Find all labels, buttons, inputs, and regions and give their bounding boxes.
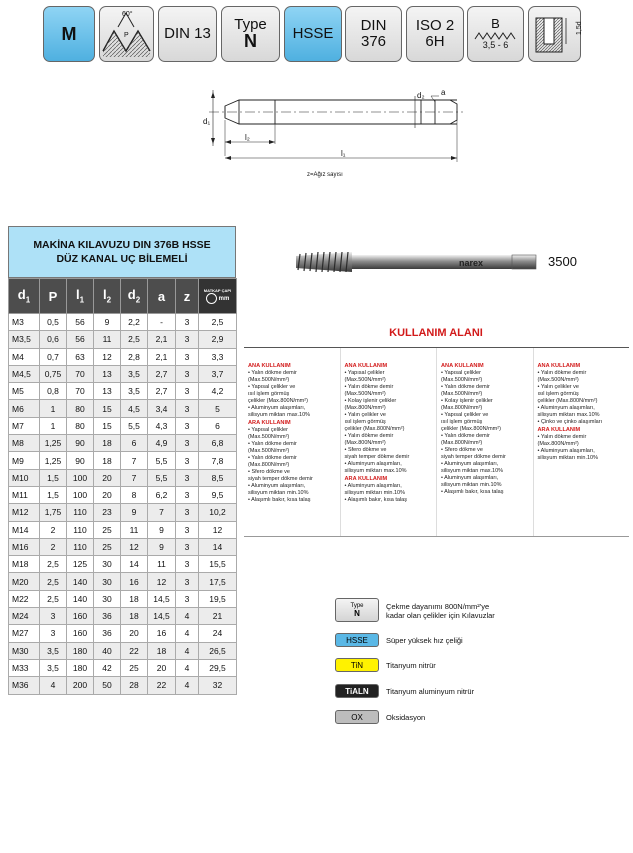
legend-tialn: TiALN	[335, 684, 379, 698]
usage-item: • Yalın dökme demir (Max.800N/mm²)	[344, 433, 394, 446]
table-cell: 6,8	[199, 435, 237, 452]
usage-heading: ARA KULLANIM	[537, 427, 581, 433]
table-cell: 50	[94, 677, 121, 694]
table-cell: 3,3	[199, 348, 237, 365]
table-cell: 3	[176, 435, 199, 452]
usage-item: • Aluminyum alaşımları, silisyum miktarı min.10%	[344, 483, 406, 496]
usage-item: • Yalın dökme demir (Max.800N/mm²)	[248, 455, 297, 468]
table-cell: 3	[176, 573, 199, 590]
table-cell: 20	[94, 486, 121, 503]
table-cell: 17,5	[199, 573, 237, 590]
table-cell: 15	[94, 417, 121, 434]
table-cell: 18	[94, 452, 121, 469]
table-cell: 2,7	[148, 383, 176, 400]
table-cell: M10	[9, 469, 40, 486]
table-cell: 8,5	[199, 469, 237, 486]
svg-text:1,5d: 1,5d	[575, 21, 583, 35]
usage-column	[534, 348, 630, 536]
table-cell: 18	[121, 590, 148, 607]
table-row	[9, 400, 237, 417]
table-cell: 0,5	[40, 314, 67, 331]
table-cell: 140	[67, 573, 94, 590]
table-cell: 70	[67, 383, 94, 400]
table-cell: 2,5	[40, 590, 67, 607]
table-title: MAKİNA KILAVUZU DIN 376B HSSE DÜZ KANAL UÇ BİLEMELİ	[8, 226, 236, 278]
table-cell: 26,5	[199, 642, 237, 659]
table-cell: 4,2	[199, 383, 237, 400]
table-cell: 30	[94, 590, 121, 607]
table-cell: 21	[199, 608, 237, 625]
table-cell: 3	[176, 504, 199, 521]
metric-thread-badge: M	[43, 6, 95, 62]
legend-ox: OX	[335, 710, 379, 724]
table-cell: 30	[94, 556, 121, 573]
table-cell: 3	[176, 383, 199, 400]
table-cell: 56	[67, 314, 94, 331]
table-cell: 25	[94, 538, 121, 555]
table-cell: 3	[40, 608, 67, 625]
usage-item: • Aluminyum alaşımları, silisyum miktarı min.10%	[248, 483, 309, 496]
table-cell: 1,5	[40, 486, 67, 503]
table-cell: 200	[67, 677, 94, 694]
product-code: 3500	[548, 254, 577, 269]
table-cell: 180	[67, 642, 94, 659]
table-cell: 160	[67, 625, 94, 642]
table-cell: 42	[94, 659, 121, 676]
usage-item: • Kolay işlenir çelikler (Max.800N/mm²)	[344, 398, 397, 411]
table-cell: 14,5	[148, 608, 176, 625]
legend-tin-desc: Titanyum nitrür	[386, 661, 436, 670]
spec-table	[8, 278, 237, 695]
table-cell: 36	[94, 608, 121, 625]
table-cell: M22	[9, 590, 40, 607]
table-cell: M9	[9, 452, 40, 469]
table-cell: 14	[121, 556, 148, 573]
table-cell: 25	[94, 521, 121, 538]
chamfer-badge: B 3,5 - 6	[467, 6, 524, 62]
usage-column	[244, 348, 341, 536]
table-cell: 0,8	[40, 383, 67, 400]
usage-heading: ANA KULLANIM	[344, 363, 388, 369]
table-cell: M24	[9, 608, 40, 625]
thread-depth-badge	[528, 6, 581, 62]
table-cell: 70	[67, 365, 94, 382]
thread-profile-icon	[100, 7, 153, 61]
usage-item: • Yalın dökme demir (Max.500N/mm²)	[344, 384, 394, 397]
table-cell: M8	[9, 435, 40, 452]
table-row	[9, 590, 237, 607]
table-cell: 12	[199, 521, 237, 538]
usage-item: • Aluminyum alaşımları, silisyum miktarı min.10%	[537, 448, 599, 461]
table-cell: M4,5	[9, 365, 40, 382]
table-cell: 28	[121, 677, 148, 694]
table-cell: 110	[67, 504, 94, 521]
table-cell: -	[148, 314, 176, 331]
usage-item: • Kolay işlenir çelikler (Max.800N/mm²)	[441, 398, 493, 411]
usage-item: • Yapısal çelikler (Max.500N/mm²)	[344, 370, 386, 383]
table-cell: 3	[176, 486, 199, 503]
table-header-cell: P	[40, 279, 67, 314]
table-row	[9, 452, 237, 469]
table-cell: 20	[148, 659, 176, 676]
table-cell: 18	[121, 608, 148, 625]
table-cell: 23	[94, 504, 121, 521]
table-cell: 2	[40, 521, 67, 538]
table-cell: M33	[9, 659, 40, 676]
thread-profile-badge	[99, 6, 154, 62]
table-cell: 29,5	[199, 659, 237, 676]
table-cell: 6,2	[148, 486, 176, 503]
table-cell: 40	[94, 642, 121, 659]
blind-hole-icon	[530, 8, 583, 60]
table-cell: 100	[67, 486, 94, 503]
usage-item: • Yalın dökme demir (Max.800N/mm²)	[441, 433, 490, 446]
table-cell: 15,5	[199, 556, 237, 573]
table-cell: 80	[67, 400, 94, 417]
table-cell: 4,5	[121, 400, 148, 417]
table-cell: M7	[9, 417, 40, 434]
table-cell: 6	[121, 435, 148, 452]
usage-area	[244, 347, 629, 537]
legend-ox-desc: Oksidasyon	[386, 713, 426, 722]
table-cell: M20	[9, 573, 40, 590]
table-cell: 2,5	[40, 573, 67, 590]
table-cell: 3,5	[40, 659, 67, 676]
table-cell: 63	[67, 348, 94, 365]
table-cell: 7,8	[199, 452, 237, 469]
table-cell: 8	[121, 486, 148, 503]
usage-item: • Yalın dökme demir (Max.500N/mm²)	[441, 384, 490, 397]
table-cell: 18	[148, 642, 176, 659]
table-cell: 5,5	[148, 469, 176, 486]
table-cell: 2	[40, 538, 67, 555]
usage-item: • Yalın dökme demir (Max.800N/mm²)	[537, 434, 587, 447]
table-header-cell: a	[148, 279, 176, 314]
drill-diameter-icon	[206, 293, 217, 304]
usage-item: • Sfero dökme ve siyah temper dökme demir	[344, 447, 410, 460]
table-header-cell: $d_1$	[9, 279, 40, 314]
table-cell: 24	[199, 625, 237, 642]
usage-item: • Aluminyum alaşımları, silisyum miktarı max.10%	[537, 405, 600, 418]
usage-item: • Aluminyum alaşımları, silisyum miktarı max.10%	[344, 461, 407, 474]
table-cell: 5,5	[121, 417, 148, 434]
usage-title: KULLANIM ALANI	[389, 327, 483, 339]
table-row	[9, 314, 237, 331]
usage-item: • Yalın dökme demir (Max.500N/mm²)	[248, 441, 297, 454]
table-cell: 14,5	[148, 590, 176, 607]
table-cell: 0,6	[40, 331, 67, 348]
table-cell: 4	[176, 642, 199, 659]
table-cell: 16	[121, 573, 148, 590]
table-cell: 22	[121, 642, 148, 659]
table-header-row	[9, 279, 237, 314]
table-cell: 2,1	[148, 348, 176, 365]
din13-badge: DIN 13	[158, 6, 217, 62]
table-row	[9, 677, 237, 694]
table-cell: 110	[67, 521, 94, 538]
table-cell: 1,75	[40, 504, 67, 521]
table-cell: 3	[176, 365, 199, 382]
table-cell: 2,5	[40, 556, 67, 573]
usage-item: • Yapısal çelikler ve ısıl işlem görmüş çelikler (Max.800N/mm²)	[441, 412, 501, 432]
table-cell: 20	[121, 625, 148, 642]
table-cell: 1	[40, 400, 67, 417]
legend-type-n: Type N	[335, 598, 379, 622]
table-cell: 3	[176, 452, 199, 469]
table-cell: M30	[9, 642, 40, 659]
table-cell: 4	[176, 625, 199, 642]
table-cell: 140	[67, 590, 94, 607]
table-row	[9, 383, 237, 400]
table-cell: 3	[176, 469, 199, 486]
table-cell: 110	[67, 538, 94, 555]
table-cell: 9	[121, 504, 148, 521]
table-cell: 1,25	[40, 452, 67, 469]
table-cell: 9	[148, 521, 176, 538]
table-cell: 3	[176, 331, 199, 348]
table-row	[9, 486, 237, 503]
brand-label: narex	[459, 258, 484, 268]
usage-item: • Aluminyum alaşımları, silisyum miktarı max.10%	[248, 405, 311, 418]
table-header-cell: $l_1$	[67, 279, 94, 314]
table-cell: 4	[176, 659, 199, 676]
table-cell: 12	[94, 348, 121, 365]
table-cell: 15	[94, 400, 121, 417]
table-cell: M3	[9, 314, 40, 331]
table-cell: 1,25	[40, 435, 67, 452]
table-cell: 4,3	[148, 417, 176, 434]
table-row	[9, 331, 237, 348]
type-n-badge: Type N	[221, 6, 280, 62]
tap-product-image	[294, 242, 539, 282]
table-cell: M4	[9, 348, 40, 365]
usage-heading: ARA KULLANIM	[248, 420, 291, 426]
table-cell: 12	[148, 573, 176, 590]
table-cell: M11	[9, 486, 40, 503]
table-cell: 90	[67, 452, 94, 469]
table-cell: 4	[176, 608, 199, 625]
table-cell: 9,5	[199, 486, 237, 503]
table-cell: 100	[67, 469, 94, 486]
usage-heading: ANA KULLANIM	[441, 363, 484, 369]
usage-heading: ARA KULLANIM	[344, 476, 388, 482]
table-row	[9, 435, 237, 452]
tap-technical-drawing	[195, 84, 465, 184]
table-cell: M6	[9, 400, 40, 417]
usage-item: • Sfero dökme ve siyah temper dökme demir	[441, 447, 506, 460]
table-cell: 3,7	[199, 365, 237, 382]
table-cell: 9	[94, 314, 121, 331]
table-cell: 5,5	[148, 452, 176, 469]
table-header-cell: $l_2$	[94, 279, 121, 314]
table-cell: 3,5	[40, 642, 67, 659]
drill-diameter-header: MATKAP ÇAPI mm	[199, 279, 237, 314]
usage-item: • Aluminyum alaşımları, silisyum miktarı min.10%	[441, 475, 502, 488]
table-row	[9, 469, 237, 486]
table-cell: 25	[121, 659, 148, 676]
table-cell: 125	[67, 556, 94, 573]
table-row	[9, 365, 237, 382]
svg-text:l₁: l₁	[341, 149, 346, 158]
table-cell: 80	[67, 417, 94, 434]
table-row	[9, 417, 237, 434]
table-cell: 14	[199, 538, 237, 555]
table-cell: 3	[40, 625, 67, 642]
table-header-cell: z	[176, 279, 199, 314]
table-cell: 36	[94, 625, 121, 642]
svg-text:P: P	[124, 32, 129, 39]
table-cell: 5	[199, 400, 237, 417]
usage-item: • Yapısal çelikler ve ısıl işlem görmüş çelikler (Max.800N/mm²)	[248, 384, 308, 404]
table-cell: 3	[176, 521, 199, 538]
table-cell: 32	[199, 677, 237, 694]
table-cell: 2,2	[121, 314, 148, 331]
table-cell: 1,5	[40, 469, 67, 486]
table-cell: M36	[9, 677, 40, 694]
table-cell: M18	[9, 556, 40, 573]
table-cell: 22	[148, 677, 176, 694]
usage-column	[341, 348, 438, 536]
legend-tialn-desc: Titanyum aluminyum nitrür	[386, 687, 475, 696]
table-cell: 7	[148, 504, 176, 521]
svg-text:l₂: l₂	[245, 133, 250, 142]
table-cell: 13	[94, 365, 121, 382]
legend-hsse-desc: Süper yüksek hız çeliği	[386, 636, 463, 645]
table-cell: 11	[121, 521, 148, 538]
usage-item: • Yalın çelikler ve ısıl işlem görmüş çelikler (Max.800N/mm²)	[537, 384, 598, 404]
table-cell: M16	[9, 538, 40, 555]
hsse-badge: HSSE	[284, 6, 342, 62]
table-cell: 9	[148, 538, 176, 555]
usage-item: • Yalın dökme demir (Max.500N/mm²)	[248, 370, 297, 383]
table-cell: 16	[148, 625, 176, 642]
table-cell: 6	[199, 417, 237, 434]
svg-text:a: a	[441, 88, 446, 97]
table-row	[9, 538, 237, 555]
usage-heading: ANA KULLANIM	[248, 363, 291, 369]
table-row	[9, 659, 237, 676]
usage-item: • Alaşımlı bakır, kısa talaş	[344, 497, 407, 503]
table-cell: 11	[148, 556, 176, 573]
table-cell: 180	[67, 659, 94, 676]
table-row	[9, 642, 237, 659]
table-cell: 7	[121, 452, 148, 469]
table-cell: 4,9	[148, 435, 176, 452]
table-cell: 11	[94, 331, 121, 348]
table-cell: 19,5	[199, 590, 237, 607]
table-cell: M5	[9, 383, 40, 400]
legend-tin: TiN	[335, 658, 379, 672]
table-cell: 2,5	[121, 331, 148, 348]
table-cell: 2,8	[121, 348, 148, 365]
table-cell: 18	[94, 435, 121, 452]
table-cell: 3,5	[121, 365, 148, 382]
table-cell: 3	[176, 556, 199, 573]
table-cell: 56	[67, 331, 94, 348]
table-row	[9, 521, 237, 538]
table-row	[9, 625, 237, 642]
table-cell: M3,5	[9, 331, 40, 348]
table-cell: 30	[94, 573, 121, 590]
svg-text:60°: 60°	[122, 11, 133, 18]
table-cell: 2,9	[199, 331, 237, 348]
usage-item: • Çinko ve çinko alaşımları	[537, 419, 603, 425]
usage-item: • Alaşımlı bakır, kısa talaş	[441, 489, 504, 495]
legend-hsse: HSSE	[335, 633, 379, 647]
svg-text:d₂: d₂	[417, 91, 425, 100]
table-row	[9, 348, 237, 365]
svg-text:z=Ağız sayısı: z=Ağız sayısı	[307, 172, 343, 178]
table-cell: 1	[40, 417, 67, 434]
tap-spec-table	[8, 226, 236, 695]
table-cell: 3,5	[121, 383, 148, 400]
svg-text:d₁: d₁	[203, 117, 211, 126]
usage-item: • Yalın çelikler ve ısıl işlem görmüş çelikler (Max.800N/mm²)	[344, 412, 405, 432]
table-cell: M14	[9, 521, 40, 538]
din376-badge: DIN 376	[345, 6, 402, 62]
table-cell: 3	[176, 417, 199, 434]
table-cell: 160	[67, 608, 94, 625]
usage-item: • Aluminyum alaşımları, silisyum miktarı max.10%	[441, 461, 504, 474]
usage-item: • Yapısal çelikler (Max.500N/mm²)	[441, 370, 483, 383]
usage-item: • Sfero dökme ve siyah temper dökme demir	[248, 469, 313, 482]
table-header-cell: $d_2$	[121, 279, 148, 314]
iso-tolerance-badge: ISO 2 6H	[406, 6, 464, 62]
usage-item: • Yapısal çelikler (Max.500N/mm²)	[248, 427, 290, 440]
table-cell: 4	[176, 677, 199, 694]
table-cell: M12	[9, 504, 40, 521]
table-cell: 2,1	[148, 331, 176, 348]
table-cell: 3	[176, 348, 199, 365]
table-row	[9, 573, 237, 590]
legend-type-desc: Çekme dayanımı 800N/mm²'ye kadar olan çelikler için Kılavuzlar	[386, 602, 495, 620]
table-cell: 0,7	[40, 348, 67, 365]
table-cell: 3,4	[148, 400, 176, 417]
table-cell: 3	[176, 590, 199, 607]
table-cell: 3	[176, 538, 199, 555]
table-cell: 13	[94, 383, 121, 400]
table-cell: 4	[40, 677, 67, 694]
table-cell: 0,75	[40, 365, 67, 382]
table-row	[9, 504, 237, 521]
usage-item: • Yalın dökme demir (Max.500N/mm²)	[537, 370, 587, 383]
usage-column	[437, 348, 534, 536]
table-cell: M27	[9, 625, 40, 642]
table-row	[9, 556, 237, 573]
table-cell: 3	[176, 400, 199, 417]
table-row	[9, 608, 237, 625]
usage-heading: ANA KULLANIM	[537, 363, 581, 369]
table-cell: 12	[121, 538, 148, 555]
table-cell: 10,2	[199, 504, 237, 521]
table-cell: 7	[121, 469, 148, 486]
table-cell: 3	[176, 314, 199, 331]
table-cell: 20	[94, 469, 121, 486]
usage-item: • Alaşımlı bakır, kısa talaş	[248, 497, 311, 503]
table-cell: 2,7	[148, 365, 176, 382]
table-cell: 2,5	[199, 314, 237, 331]
table-cell: 90	[67, 435, 94, 452]
